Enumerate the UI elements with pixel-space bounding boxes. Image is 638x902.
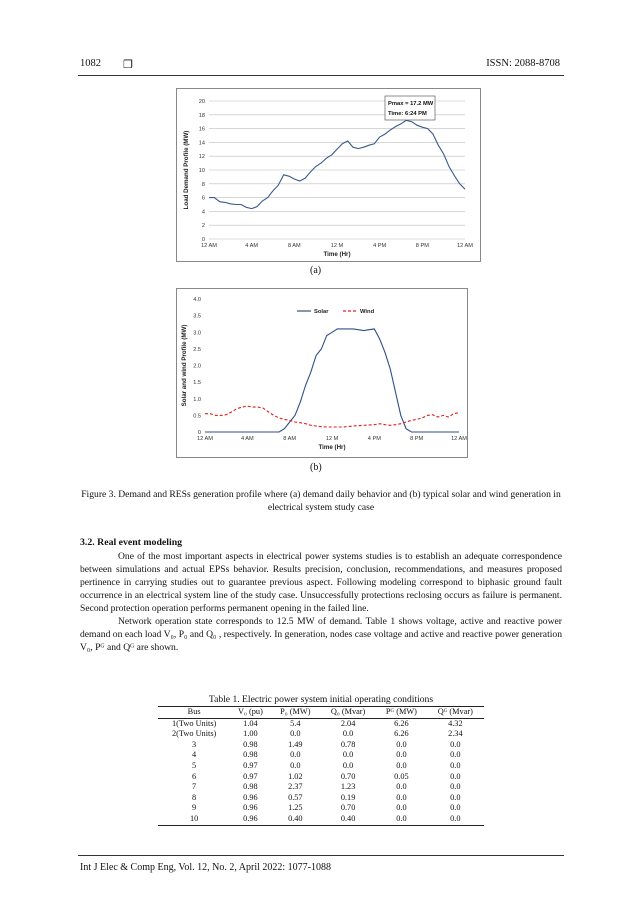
series-line-solar bbox=[205, 329, 459, 432]
x-tick-label: 12 AM bbox=[451, 436, 467, 442]
y-tick-label: 4.0 bbox=[193, 297, 201, 303]
table-cell: 0.78 bbox=[340, 739, 356, 749]
table-cell: 5.4 bbox=[290, 718, 301, 728]
table-cell: 0.0 bbox=[450, 792, 461, 802]
y-tick-label: 4 bbox=[201, 209, 205, 216]
table-cell: 3 bbox=[192, 739, 197, 749]
table-row bbox=[158, 750, 484, 761]
y-tick-label: 2 bbox=[201, 223, 205, 230]
table-cell: 1.23 bbox=[340, 782, 356, 792]
series-line-wind bbox=[205, 406, 459, 427]
table-cell: 0.0 bbox=[290, 729, 301, 739]
x-tick-label: 12 AM bbox=[197, 436, 213, 442]
y-tick-label: 0 bbox=[197, 430, 201, 436]
section-heading: 3.2. Real event modeling bbox=[80, 537, 183, 548]
table-cell: 0.40 bbox=[271, 814, 320, 825]
table-cell: 1.25 bbox=[288, 803, 303, 813]
paragraph-2: Network operation state corresponds to 12.5 MW of demand. Table 1 shows voltage, active and reactive power demand on each load V₀, P₀ and Q₀ , respectively. In generation, nodes case voltage and active and reactive power generation V₀, Pᴳ and Qᴳ are shown. bbox=[80, 616, 562, 653]
table-cell: 0.05 bbox=[394, 771, 409, 781]
table-cell: 0.70 bbox=[340, 803, 356, 813]
x-tick-label: 12 M bbox=[325, 436, 339, 442]
table-cell: 0.0 bbox=[396, 760, 407, 770]
table-cell: 0.19 bbox=[340, 792, 356, 802]
pmax-annotation bbox=[385, 96, 435, 120]
table-row bbox=[158, 761, 484, 772]
page-number: 1082 bbox=[80, 58, 101, 69]
figure-b-label: (b) bbox=[310, 462, 322, 473]
table-row bbox=[158, 772, 484, 783]
y-tick-label: 3.5 bbox=[193, 313, 201, 320]
table-cell: 0.98 bbox=[243, 782, 258, 792]
table-row bbox=[158, 718, 484, 729]
table-cell: 1.00 bbox=[243, 729, 258, 739]
y-axis-title: Load Demand Profile (MW) bbox=[183, 130, 190, 210]
y-tick-label: 1.5 bbox=[193, 380, 201, 387]
table-cell: 7 bbox=[192, 782, 197, 792]
figure-caption: Figure 3. Demand and RESs generation profile where (a) demand daily behavior and (b) typical solar and wind generation in electrical system study case bbox=[81, 489, 561, 513]
header-rule bbox=[78, 75, 564, 76]
table-cell: 2.34 bbox=[448, 729, 463, 739]
x-tick-label: 12 AM bbox=[457, 243, 473, 249]
y-tick-label: 0.5 bbox=[193, 413, 201, 420]
legend-label-wind: Wind bbox=[360, 309, 375, 315]
col-header: Pᴳ (MW) bbox=[376, 707, 427, 719]
col-header: Q₀ (Mvar) bbox=[320, 707, 376, 719]
y-tick-label: 18 bbox=[198, 112, 205, 119]
table-cell: 0.98 bbox=[243, 750, 258, 760]
series-line-load bbox=[209, 120, 465, 208]
y-axis-title: Solar and wind Profile (MW) bbox=[181, 324, 188, 407]
x-tick-label: 12 AM bbox=[201, 243, 217, 249]
col-header: Qᴳ (Mvar) bbox=[427, 707, 484, 719]
table-cell: 8 bbox=[192, 792, 197, 802]
table-cell: 0.97 bbox=[243, 760, 258, 770]
table-cell: 0.96 bbox=[230, 814, 270, 825]
table-cell: 0.0 bbox=[396, 782, 407, 792]
table-row bbox=[158, 729, 484, 740]
table-row bbox=[158, 814, 484, 825]
footer-rule bbox=[78, 855, 564, 856]
table-cell: 5 bbox=[192, 760, 197, 770]
table-cell: 1.04 bbox=[243, 718, 258, 728]
table-cell: 0.0 bbox=[396, 792, 407, 802]
table-row bbox=[158, 793, 484, 804]
table-cell: 1.49 bbox=[288, 739, 303, 749]
issn: ISSN: 2088-8708 bbox=[486, 58, 560, 69]
table-cell: 0.0 bbox=[427, 814, 484, 825]
table-caption: Table 1. Electric power system initial operating conditions bbox=[208, 694, 434, 705]
paragraph-1: One of the most important aspects in electrical power systems studies is to establish an adequate correspondence between simulations and actual EPSs behavior. Results precision, conclusion, recommendations, and measures proposed pertinence in carrying studies out to guarantee previous aspect. Following modeling correspond to biphasic ground fault occurrence in an electrical system line of the study case. Unsuccessfully protections reclosing occurs as failure is permanent. Second protection operation performs permanent opening in the failed line. bbox=[80, 551, 562, 614]
table-cell: 0.0 bbox=[342, 760, 354, 770]
x-axis-title: Time (Hr) bbox=[323, 251, 351, 258]
y-tick-label: 6 bbox=[201, 195, 205, 202]
y-tick-label: 2.0 bbox=[193, 363, 201, 370]
table-cell: 10 bbox=[158, 814, 230, 825]
table-cell: 1.02 bbox=[288, 771, 303, 781]
table-cell: 2.04 bbox=[340, 718, 356, 728]
table-cell: 6 bbox=[192, 771, 197, 781]
table-cell: 0.97 bbox=[243, 771, 258, 781]
table-cell: 2(Two Units) bbox=[171, 729, 217, 739]
col-header: Bus bbox=[158, 707, 230, 719]
table-cell: 0.0 bbox=[450, 750, 461, 760]
col-header: V₀ (pu) bbox=[230, 707, 270, 719]
y-tick-label: 3.0 bbox=[193, 330, 201, 337]
table-cell: 0.0 bbox=[376, 814, 427, 825]
table-cell: 0.0 bbox=[342, 750, 354, 760]
y-tick-label: 12 bbox=[198, 154, 205, 161]
section-body bbox=[80, 550, 562, 654]
table-cell: 0.0 bbox=[450, 771, 461, 781]
table-cell: 0.57 bbox=[288, 792, 303, 802]
table-cell: 0.0 bbox=[290, 750, 301, 760]
y-tick-label: 8 bbox=[201, 181, 205, 188]
table-cell: 0.0 bbox=[396, 739, 407, 749]
x-tick-label: 4 AM bbox=[245, 243, 259, 249]
table-cell: 4 bbox=[192, 750, 197, 760]
table-cell: 0.0 bbox=[450, 760, 461, 770]
figure-b bbox=[176, 288, 468, 458]
table-cell: 0.40 bbox=[320, 814, 376, 825]
figure-a bbox=[176, 88, 481, 262]
x-tick-label: 8 PM bbox=[410, 436, 424, 442]
demand-chart bbox=[177, 89, 480, 261]
table-cell: 6.26 bbox=[394, 718, 409, 728]
y-tick-label: 16 bbox=[198, 126, 205, 133]
x-tick-label: 4 AM bbox=[240, 436, 254, 442]
x-tick-label: 12 M bbox=[330, 243, 344, 249]
operating-conditions-table bbox=[158, 706, 484, 826]
legend bbox=[297, 309, 375, 315]
table-cell: 2.37 bbox=[288, 782, 303, 792]
table-cell: 4.32 bbox=[448, 718, 463, 728]
table-cell: 0.96 bbox=[243, 792, 258, 802]
x-tick-label: 4 PM bbox=[373, 243, 387, 249]
table-cell: 0.0 bbox=[396, 803, 407, 813]
table-cell: 9 bbox=[192, 803, 197, 813]
legend-label-solar: Solar bbox=[314, 309, 329, 315]
table-cell: 0.98 bbox=[243, 739, 258, 749]
table-header-row bbox=[158, 707, 484, 719]
y-tick-label: 14 bbox=[198, 140, 205, 147]
col-header: P₀ (MW) bbox=[271, 707, 320, 719]
y-tick-label: 0 bbox=[201, 237, 205, 243]
table-cell: 0.96 bbox=[243, 803, 258, 813]
x-tick-label: 8 PM bbox=[415, 243, 429, 249]
y-tick-label: 1.0 bbox=[193, 396, 201, 403]
x-tick-label: 4 PM bbox=[367, 436, 381, 442]
annotation-pmax: Pmax = 17.2 MW bbox=[388, 101, 434, 107]
table-cell: 0.0 bbox=[290, 760, 301, 770]
table-row bbox=[158, 782, 484, 793]
table-row bbox=[158, 803, 484, 814]
table-cell: 0.0 bbox=[450, 739, 461, 749]
y-tick-label: 2.5 bbox=[193, 346, 201, 353]
table-cell: 1(Two Units) bbox=[171, 718, 217, 728]
table-cell: 0.0 bbox=[396, 750, 407, 760]
x-tick-label: 8 AM bbox=[287, 243, 301, 249]
solar-wind-chart bbox=[177, 289, 467, 457]
table-cell: 6.26 bbox=[394, 729, 409, 739]
table-cell: 0.70 bbox=[340, 771, 356, 781]
figure-a-label: (a) bbox=[310, 265, 322, 276]
table-cell: 0.0 bbox=[450, 782, 461, 792]
table-row bbox=[158, 740, 484, 751]
y-tick-label: 10 bbox=[198, 168, 205, 174]
table-cell: 0.0 bbox=[342, 729, 354, 739]
header-symbol: ❒ bbox=[123, 59, 133, 71]
footer-citation: Int J Elec & Comp Eng, Vol. 12, No. 2, April 2022: 1077-1088 bbox=[80, 862, 332, 873]
y-tick-label: 20 bbox=[198, 99, 205, 105]
annotation-time: Time: 6:24 PM bbox=[388, 111, 427, 117]
table-cell: 0.0 bbox=[450, 803, 461, 813]
x-tick-label: 8 AM bbox=[283, 436, 297, 442]
x-axis-title: Time (Hr) bbox=[318, 444, 346, 451]
